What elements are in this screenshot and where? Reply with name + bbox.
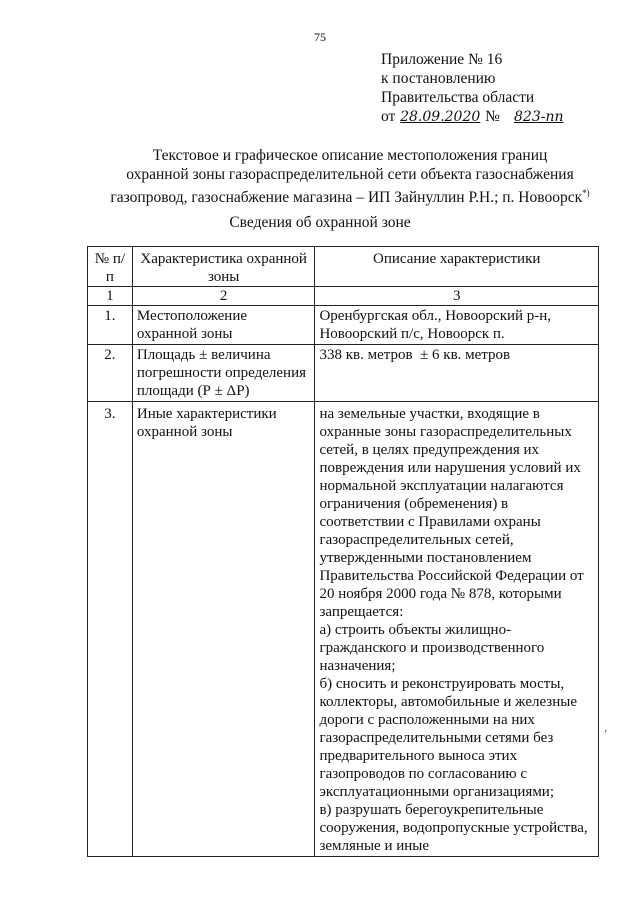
row-description [315, 402, 599, 857]
document-title [90, 146, 610, 207]
title-line-1: Текстовое и графическое описание местоположения границ [152, 147, 548, 164]
appendix-resolution: к постановлению [381, 70, 496, 87]
header-characteristic: Характеристика охранной зоны [132, 247, 315, 287]
table-row [88, 345, 599, 402]
number-label: № [485, 108, 500, 125]
row-characteristic: Иные характеристики охранной зоны [132, 402, 315, 857]
row-number: 1. [88, 306, 133, 345]
table-row [88, 306, 599, 345]
row-characteristic: Площадь ± величина погрешности определения площади (Р ± ΔР) [132, 345, 315, 402]
row-number: 2. [88, 345, 133, 402]
table-header-row [88, 247, 599, 287]
header-number: № п/п [88, 247, 133, 287]
restriction-item-a: а) строить объекты жилищно-гражданского и производственного назначения; [319, 622, 545, 674]
table-index-row [88, 287, 599, 306]
appendix-date-line [381, 107, 574, 127]
title-line-3 [90, 184, 610, 207]
from-label: от [381, 108, 396, 125]
appendix-block [381, 50, 574, 127]
title-line-3-text: газопровод, газоснабжение магазина – ИП Зайнуллин Р.Н.; п. Новоорск [110, 189, 583, 207]
appendix-title: Приложение № 16 [381, 51, 503, 68]
index-cell-1: 1 [88, 287, 133, 306]
margin-mark: ’ [604, 729, 608, 740]
row-description: Оренбургская обл., Новоорский р-н, Новоорский п/с, Новоорск п. [315, 306, 599, 345]
page-number: 75 [314, 30, 326, 44]
row-description: 338 кв. метров ± 6 кв. метров [315, 345, 599, 402]
title-line-2: охранной зоны газораспределительной сети объекта газоснабжения [126, 166, 574, 183]
restriction-item-c: в) разрушать берегоукрепительные сооружения, водопропускные устройства, земляные и иные [319, 802, 588, 854]
restriction-item-b: б) сносить и реконструировать мосты, коллекторы, автомобильные и железные дороги с расположенными на них газораспределительными сетями без предварительного выноса этих газопроводов по согласованию с эксплуатационными организациями; [319, 676, 577, 800]
header-description: Описание характеристики [315, 247, 599, 287]
index-cell-2: 2 [132, 287, 315, 306]
handwritten-number: 823-пп [514, 109, 564, 125]
section-subtitle: Сведения об охранной зоне [229, 214, 411, 231]
restriction-intro: на земельные участки, входящие в охранные зоны газораспределительных сетей, в целях предупреждения их повреждения или нарушения условий их нормальной эксплуатации налагаются ограничения (обременения) в соответствии с Правилами охраны газораспределительных сетей, утвержденными постановлением Правительства Российской Федерации от 20 ноября 2000 года № 878, которыми запрещается: [319, 406, 584, 620]
footnote-mark: *) [582, 188, 590, 198]
index-cell-3: 3 [315, 287, 599, 306]
row-number: 3. [88, 402, 133, 857]
handwritten-date: 28.09.2020 [400, 109, 481, 125]
appendix-government: Правительства области [381, 89, 535, 106]
row-characteristic: Местоположение охранной зоны [132, 306, 315, 345]
table-row [88, 402, 599, 857]
zone-info-table [87, 246, 599, 857]
